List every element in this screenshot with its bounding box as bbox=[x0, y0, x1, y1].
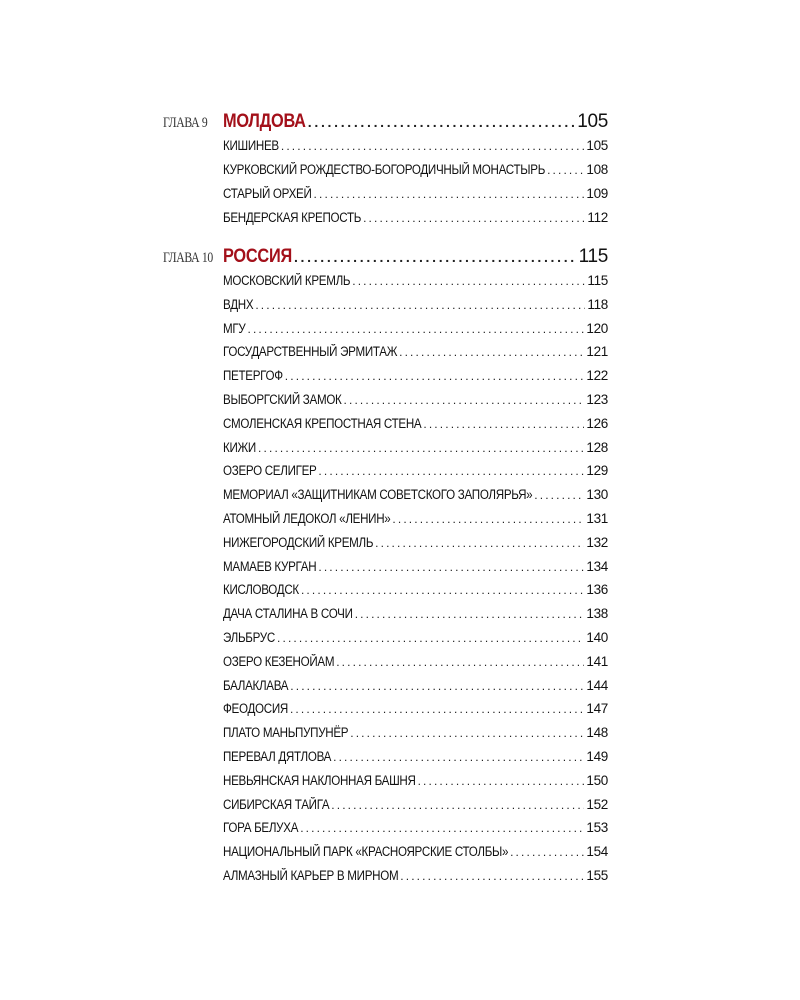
toc-entry-page: 136 bbox=[586, 582, 608, 598]
leader-dots bbox=[352, 274, 585, 288]
leader-dots bbox=[510, 845, 584, 859]
leader-dots bbox=[281, 139, 585, 153]
toc-entry-page: 134 bbox=[586, 558, 608, 574]
toc-entry[interactable] bbox=[223, 606, 608, 621]
leader-dots bbox=[318, 560, 584, 574]
chapter-label: ГЛАВА 10 bbox=[163, 250, 213, 266]
toc-entry-title: НИЖЕГОРОДСКИЙ КРЕМЛЬ bbox=[223, 534, 374, 550]
toc-entry-page: 129 bbox=[586, 463, 608, 479]
chapter-title: РОССИЯ bbox=[223, 246, 292, 267]
leader-dots bbox=[318, 464, 584, 478]
leader-dots bbox=[363, 211, 585, 225]
toc-entry[interactable] bbox=[223, 487, 608, 502]
leader-dots bbox=[308, 114, 575, 130]
leader-dots bbox=[285, 369, 585, 383]
toc-entry-page: 120 bbox=[586, 320, 608, 336]
chapter-title-row[interactable] bbox=[223, 111, 608, 133]
toc-entry-title: АТОМНЫЙ ЛЕДОКОЛ «ЛЕНИН» bbox=[223, 511, 391, 526]
toc-entry-title: ФЕОДОСИЯ bbox=[223, 701, 288, 717]
toc-entry[interactable] bbox=[223, 820, 608, 835]
toc-entry-page: 154 bbox=[586, 844, 608, 860]
leader-dots bbox=[547, 163, 584, 177]
toc-entry-page: 148 bbox=[586, 725, 608, 741]
toc-entry[interactable] bbox=[223, 273, 608, 288]
toc-entry-page: 141 bbox=[586, 653, 608, 669]
toc-entry-page: 149 bbox=[586, 749, 608, 764]
toc-entry-page: 126 bbox=[586, 415, 608, 431]
toc-entry-title: НАЦИОНАЛЬНЫЙ ПАРК «КРАСНОЯРСКИЕ СТОЛБЫ» bbox=[223, 844, 509, 860]
toc-entry[interactable] bbox=[223, 844, 608, 859]
toc-entry-page: 122 bbox=[586, 368, 608, 384]
toc-entry[interactable] bbox=[223, 868, 608, 883]
toc-entry-title: ОЗЕРО КЕЗЕНОЙАМ bbox=[223, 653, 335, 669]
leader-dots bbox=[350, 726, 584, 740]
toc-entry-page: 153 bbox=[586, 820, 608, 836]
toc-entry-title: СМОЛЕНСКАЯ КРЕПОСТНАЯ СТЕНА bbox=[223, 415, 422, 431]
toc-entry-page: 109 bbox=[586, 186, 608, 201]
toc-entry-page: 138 bbox=[586, 606, 608, 622]
leader-dots bbox=[400, 869, 584, 883]
toc-entry[interactable] bbox=[223, 773, 608, 788]
toc-entry[interactable] bbox=[223, 186, 608, 201]
toc-entry-title: ВЫБОРГСКИЙ ЗАМОК bbox=[223, 392, 342, 407]
toc-entry-page: 132 bbox=[586, 534, 608, 550]
toc-entry-page: 105 bbox=[586, 138, 608, 153]
toc-entry[interactable] bbox=[223, 368, 608, 383]
leader-dots bbox=[344, 393, 585, 407]
toc-entry-title: ДАЧА СТАЛИНА В СОЧИ bbox=[223, 606, 353, 622]
toc-entry[interactable] bbox=[223, 630, 608, 645]
toc-entry[interactable] bbox=[223, 535, 608, 550]
toc-entry-title: ГОРА БЕЛУХА bbox=[223, 820, 299, 836]
toc-entry-title: ОЗЕРО СЕЛИГЕР bbox=[223, 463, 317, 479]
toc-entry[interactable] bbox=[223, 559, 608, 574]
toc-entry-page: 131 bbox=[586, 511, 608, 526]
chapter-title-row[interactable] bbox=[223, 246, 608, 268]
leader-dots bbox=[355, 607, 585, 621]
toc-entry-title: КИШИНЕВ bbox=[223, 138, 279, 153]
toc-entry-page: 147 bbox=[586, 701, 608, 717]
leader-dots bbox=[300, 821, 584, 835]
toc-entry-title: ПЛАТО МАНЬПУПУНЁР bbox=[223, 725, 349, 741]
toc-entry-page: 130 bbox=[586, 487, 608, 503]
chapter-label: ГЛАВА 9 bbox=[163, 115, 208, 131]
toc-entry[interactable] bbox=[223, 297, 608, 312]
toc-entry[interactable] bbox=[223, 162, 608, 177]
leader-dots bbox=[336, 655, 584, 669]
toc-entry-title: КИЖИ bbox=[223, 439, 256, 455]
toc-entry[interactable] bbox=[223, 321, 608, 336]
toc-entry[interactable] bbox=[223, 463, 608, 478]
toc-entry-page: 123 bbox=[586, 392, 608, 407]
toc-entry-title: НЕВЬЯНСКАЯ НАКЛОННАЯ БАШНЯ bbox=[223, 772, 416, 788]
toc-entry-title: МАМАЕВ КУРГАН bbox=[223, 558, 317, 574]
toc-entry[interactable] bbox=[223, 416, 608, 431]
toc-entry[interactable] bbox=[223, 725, 608, 740]
toc-entry[interactable] bbox=[223, 749, 608, 764]
leader-dots bbox=[418, 774, 585, 788]
leader-dots bbox=[314, 187, 585, 201]
toc-entry-page: 140 bbox=[586, 630, 608, 645]
leader-dots bbox=[294, 249, 577, 265]
chapter-page-number: 115 bbox=[578, 246, 608, 267]
leader-dots bbox=[392, 512, 584, 526]
toc-entry-title: БЕНДЕРСКАЯ КРЕПОСТЬ bbox=[223, 210, 362, 225]
toc-entry-title: ПЕТЕРГОФ bbox=[223, 368, 283, 384]
toc-entry-title: БАЛАКЛАВА bbox=[223, 677, 289, 693]
toc-entry-page: 121 bbox=[586, 344, 608, 360]
toc-entry-title: КУРКОВСКИЙ РОЖДЕСТВО-БОГОРОДИЧНЫЙ МОНАСТЫРЬ bbox=[223, 162, 546, 177]
leader-dots bbox=[331, 798, 584, 812]
toc-entry-title: ВДНХ bbox=[223, 296, 254, 312]
toc-entry[interactable] bbox=[223, 344, 608, 359]
leader-dots bbox=[375, 536, 584, 550]
toc-entry-page: 118 bbox=[587, 296, 608, 312]
toc-entry-page: 144 bbox=[586, 677, 608, 693]
toc-entry-page: 115 bbox=[587, 273, 608, 288]
toc-entry-title: КИСЛОВОДСК bbox=[223, 582, 299, 598]
toc-entry-page: 108 bbox=[586, 162, 608, 177]
toc-entry[interactable] bbox=[223, 582, 608, 597]
toc-entry-page: 112 bbox=[587, 210, 608, 225]
toc-entry[interactable] bbox=[223, 392, 608, 407]
toc-entry-title: МЕМОРИАЛ «ЗАЩИТНИКАМ СОВЕТСКОГО ЗАПОЛЯРЬЯ» bbox=[223, 487, 533, 503]
leader-dots bbox=[290, 679, 584, 693]
toc-entry-title: СТАРЫЙ ОРХЕЙ bbox=[223, 186, 312, 201]
toc-entry[interactable] bbox=[223, 511, 608, 526]
toc-entry[interactable] bbox=[223, 797, 608, 812]
toc-entry-title: МГУ bbox=[223, 320, 246, 336]
chapter-page-number: 105 bbox=[577, 111, 608, 132]
toc-entry[interactable] bbox=[223, 440, 608, 455]
leader-dots bbox=[258, 441, 584, 455]
leader-dots bbox=[290, 702, 584, 716]
toc-entry-page: 152 bbox=[586, 796, 608, 812]
toc-entry-title: МОСКОВСКИЙ КРЕМЛЬ bbox=[223, 273, 351, 288]
toc-entry[interactable] bbox=[223, 210, 608, 225]
leader-dots bbox=[301, 583, 584, 597]
leader-dots bbox=[248, 322, 585, 336]
leader-dots bbox=[399, 345, 584, 359]
toc-entry[interactable] bbox=[223, 138, 608, 153]
toc-entry-title: АЛМАЗНЫЙ КАРЬЕР В МИРНОМ bbox=[223, 868, 399, 883]
leader-dots bbox=[534, 488, 584, 502]
toc-entry-page: 150 bbox=[586, 772, 608, 788]
toc-entry[interactable] bbox=[223, 678, 608, 693]
toc-entry-title: ПЕРЕВАЛ ДЯТЛОВА bbox=[223, 749, 332, 764]
toc-entry-title: ГОСУДАРСТВЕННЫЙ ЭРМИТАЖ bbox=[223, 344, 398, 360]
chapter-title: МОЛДОВА bbox=[223, 111, 306, 132]
leader-dots bbox=[277, 631, 584, 645]
leader-dots bbox=[423, 417, 584, 431]
toc-entry-page: 128 bbox=[586, 439, 608, 455]
toc-entry-title: ЭЛЬБРУС bbox=[223, 630, 275, 645]
leader-dots bbox=[333, 750, 584, 764]
toc-entry-title: СИБИРСКАЯ ТАЙГА bbox=[223, 796, 330, 812]
toc-entry[interactable] bbox=[223, 701, 608, 716]
leader-dots bbox=[255, 298, 585, 312]
toc-entry-page: 155 bbox=[586, 868, 608, 883]
toc-entry[interactable] bbox=[223, 654, 608, 669]
